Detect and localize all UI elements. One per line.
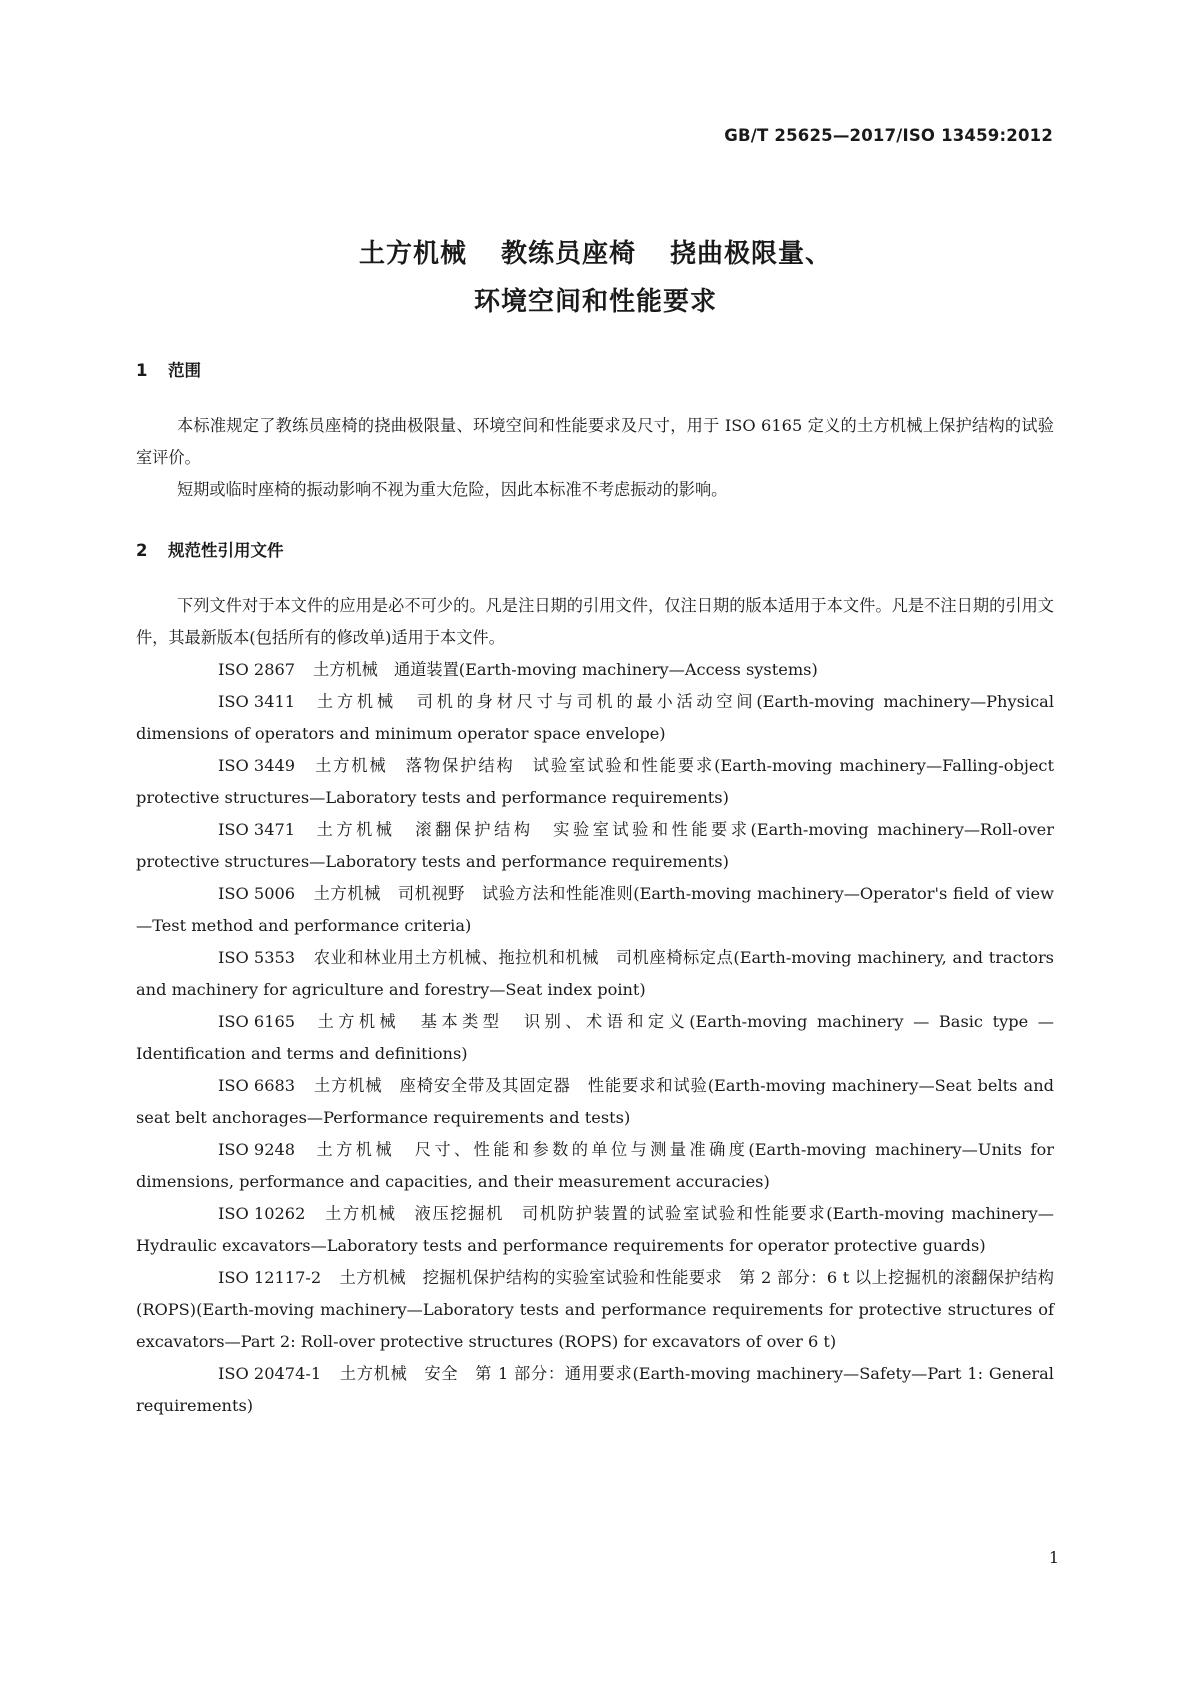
reference-item: [136, 1358, 1054, 1422]
reference-item: [136, 1198, 1054, 1262]
section-1-body: [136, 410, 1054, 506]
reference-item: [136, 1006, 1054, 1070]
standard-code: GB/T 25625—2017/ISO 13459:2012: [724, 126, 1053, 145]
reference-code: ISO 20474-1: [218, 1364, 322, 1383]
reference-text: 土方机械 司机视野 试验方法和性能准则(Earth-moving machinery—Operator's field of view—Test method and performance criteria): [136, 884, 1054, 935]
reference-text: 土方机械 座椅安全带及其固定器 性能要求和试验(Earth-moving machinery—Seat belts and seat belt anchorages—Performance requirements and tests): [136, 1076, 1054, 1127]
title-part-1: 土方机械: [358, 239, 467, 269]
section-1-paragraph-1: 本标准规定了教练员座椅的挠曲极限量、环境空间和性能要求及尺寸，用于 ISO 6165 定义的土方机械上保护结构的试验室评价。: [136, 416, 1054, 467]
reference-text: 土方机械 安全 第 1 部分：通用要求(Earth-moving machinery—Safety—Part 1: General requirements): [136, 1364, 1054, 1415]
reference-text: 土方机械 落物保护结构 试验室试验和性能要求(Earth-moving machinery—Falling-object protective structures—Laboratory tests and performance requirements): [136, 756, 1054, 807]
reference-code: ISO 3411: [218, 692, 296, 711]
reference-text: 农业和林业用土方机械、拖拉机和机械 司机座椅标定点(Earth-moving machinery, and tractors and machinery for agriculture and forestry—Seat index point): [136, 948, 1054, 999]
reference-item: [136, 1262, 1054, 1358]
section-1-heading: [136, 357, 201, 381]
section-2-body: [136, 590, 1054, 1422]
reference-item: [136, 750, 1054, 814]
page-number: 1: [1048, 1548, 1059, 1567]
title-part-2: 教练员座椅: [500, 239, 636, 269]
reference-code: ISO 9248: [218, 1140, 296, 1159]
reference-code: ISO 12117-2: [218, 1268, 322, 1287]
reference-text: 土方机械 挖掘机保护结构的实验室试验和性能要求 第 2 部分：6 t 以上挖掘机的滚翻保护结构(ROPS)(Earth-moving machinery—Laboratory tests and performance requirements for protective structures of excavators—Part 2: Roll-over protective structures (ROPS) for excavators of over 6 t): [136, 1268, 1054, 1351]
reference-text: 土方机械 基本类型 识别、术语和定义(Earth-moving machinery — Basic type — Identification and terms and definitions): [136, 1012, 1054, 1063]
reference-text: 土方机械 尺寸、性能和参数的单位与测量准确度(Earth-moving machinery—Units for dimensions, performance and capacities, and their measurement accuracies): [136, 1140, 1054, 1191]
reference-code: ISO 3471: [218, 820, 296, 839]
section-1-paragraph-2: 短期或临时座椅的振动影响不视为重大危险，因此本标准不考虑振动的影响。: [177, 480, 728, 499]
reference-item: [136, 878, 1054, 942]
reference-text: 土方机械 液压挖掘机 司机防护装置的试验室试验和性能要求(Earth-moving machinery—Hydraulic excavators—Laboratory tests and performance requirements for operator protective guards): [136, 1204, 1054, 1255]
reference-code: ISO 5353: [218, 948, 296, 967]
document-title: [0, 230, 1191, 326]
section-2-number: 2: [136, 541, 148, 560]
reference-code: ISO 10262: [218, 1204, 306, 1223]
reference-code: ISO 3449: [218, 756, 296, 775]
reference-code: ISO 5006: [218, 884, 296, 903]
reference-item: [136, 1134, 1054, 1198]
title-part-3: 挠曲极限量、: [670, 239, 833, 269]
reference-code: ISO 6683: [218, 1076, 296, 1095]
reference-item: [136, 942, 1054, 1006]
reference-item: [136, 1070, 1054, 1134]
reference-code: ISO 2867: [218, 660, 296, 679]
reference-item: [136, 686, 1054, 750]
reference-item: [136, 814, 1054, 878]
reference-item: [136, 654, 1054, 686]
reference-text: 土方机械 通道装置(Earth-moving machinery—Access systems): [313, 660, 818, 679]
section-2-intro: 下列文件对于本文件的应用是必不可少的。凡是注日期的引用文件，仅注日期的版本适用于本文件。凡是不注日期的引用文件，其最新版本(包括所有的修改单)适用于本文件。: [136, 596, 1054, 647]
section-1-title: 范围: [168, 361, 201, 380]
title-line-1: [0, 230, 1191, 278]
section-2-heading: [136, 537, 284, 561]
reference-text: 土方机械 司机的身材尺寸与司机的最小活动空间(Earth-moving machinery—Physical dimensions of operators and minimum operator space envelope): [136, 692, 1054, 743]
title-line-2: 环境空间和性能要求: [473, 287, 717, 317]
reference-text: 土方机械 滚翻保护结构 实验室试验和性能要求(Earth-moving machinery—Roll-over protective structures—Laboratory tests and performance requirements): [136, 820, 1054, 871]
section-1-number: 1: [136, 361, 148, 380]
reference-code: ISO 6165: [218, 1012, 296, 1031]
section-2-title: 规范性引用文件: [168, 541, 284, 560]
